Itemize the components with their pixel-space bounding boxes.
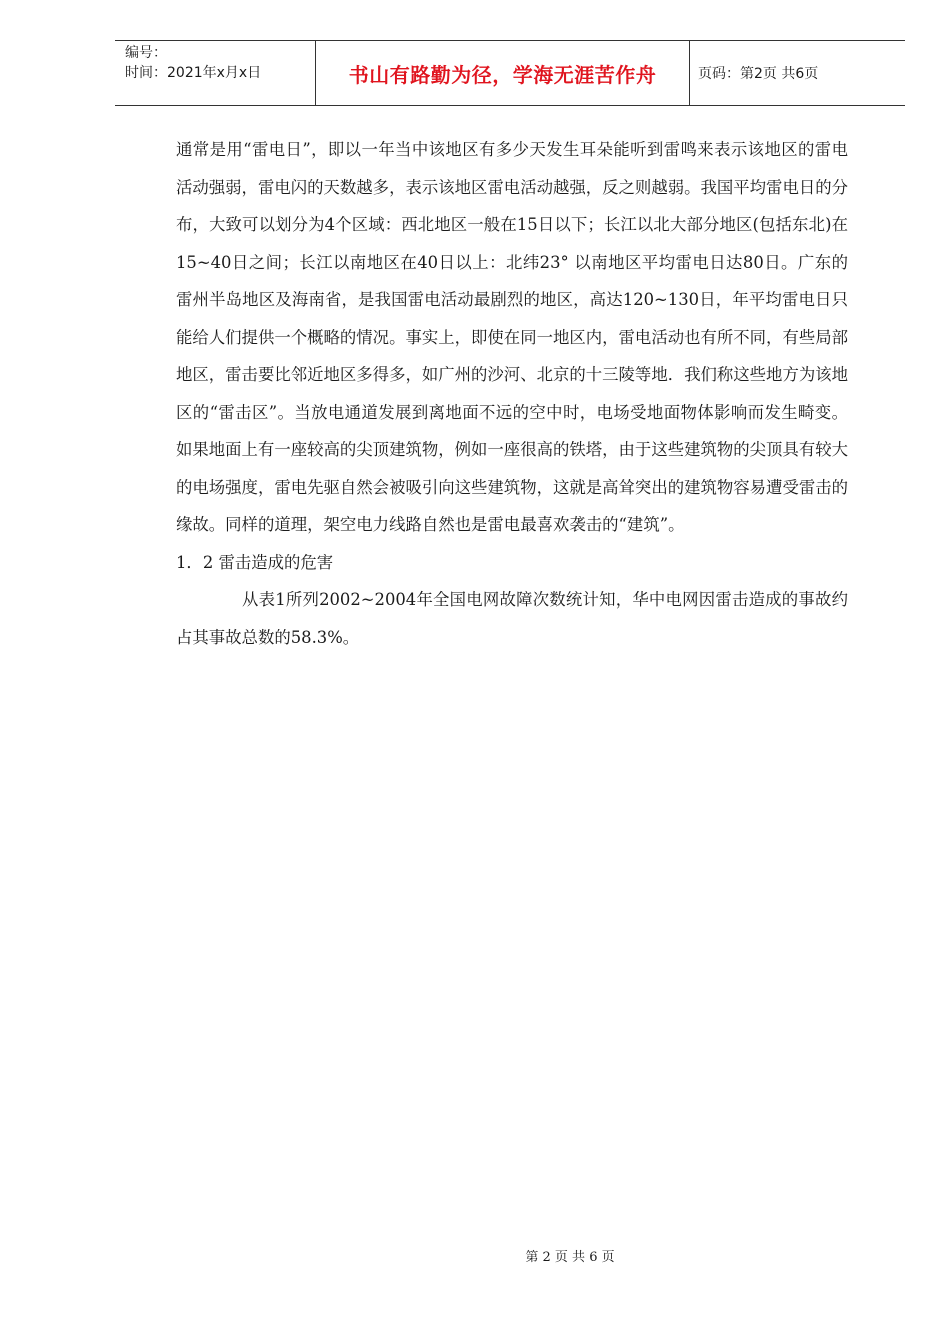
- body-paragraph-2: 从表1所列2002~2004年全国电网故障次数统计知，华中电网因雷击造成的事故约占其事故总数的58.3%。: [176, 590, 848, 647]
- header-meta: [115, 41, 316, 105]
- header-motto: 书山有路勤为径，学海无涯苦作舟: [316, 41, 690, 105]
- page-header: [115, 40, 905, 106]
- document-body: [176, 131, 848, 656]
- header-page-info: 页码：第2页 共6页: [698, 66, 819, 82]
- section-heading: 1．2 雷击造成的危害: [176, 552, 334, 572]
- document-time-label: 时间：2021年x月x日: [125, 65, 262, 81]
- document-number-label: 编号：: [125, 45, 167, 61]
- body-paragraph-1: 通常是用“雷电日”，即以一年当中该地区有多少天发生耳朵能听到雷鸣来表示该地区的雷电活动强弱，雷电闪的天数越多，表示该地区雷电活动越强，反之则越弱。我国平均雷电日的分布，大致可以划分为4个区域：西北地区一般在15日以下；长江以北大部分地区(包括东北)在15~40日之间；长江以南地区在40日以上：北纬23° 以南地区平均雷电日达80日。广东的雷州半岛地区及海南省，是我国雷电活动最剧烈的地区，高达120~130日，年平均雷电日只能给人们提供一个概略的情况。事实上，即使在同一地区内，雷电活动也有所不同，有些局部地区，雷击要比邻近地区多得多，如广州的沙河、北京的十三陵等地．我们称这些地方为该地区的“雷击区”。当放电通道发展到离地面不远的空中时，电场受地面物体影响而发生畸变。如果地面上有一座较高的尖顶建筑物，例如一座很高的铁塔，由于这些建筑物的尖顶具有较大的电场强度，雷电先驱自然会被吸引向这些建筑物，这就是高耸突出的建筑物容易遭受雷击的缘故。同样的道理，架空电力线路自然也是雷电最喜欢袭击的“建筑”。: [176, 140, 849, 534]
- page-footer: 第 2 页 共 6 页: [525, 1250, 615, 1265]
